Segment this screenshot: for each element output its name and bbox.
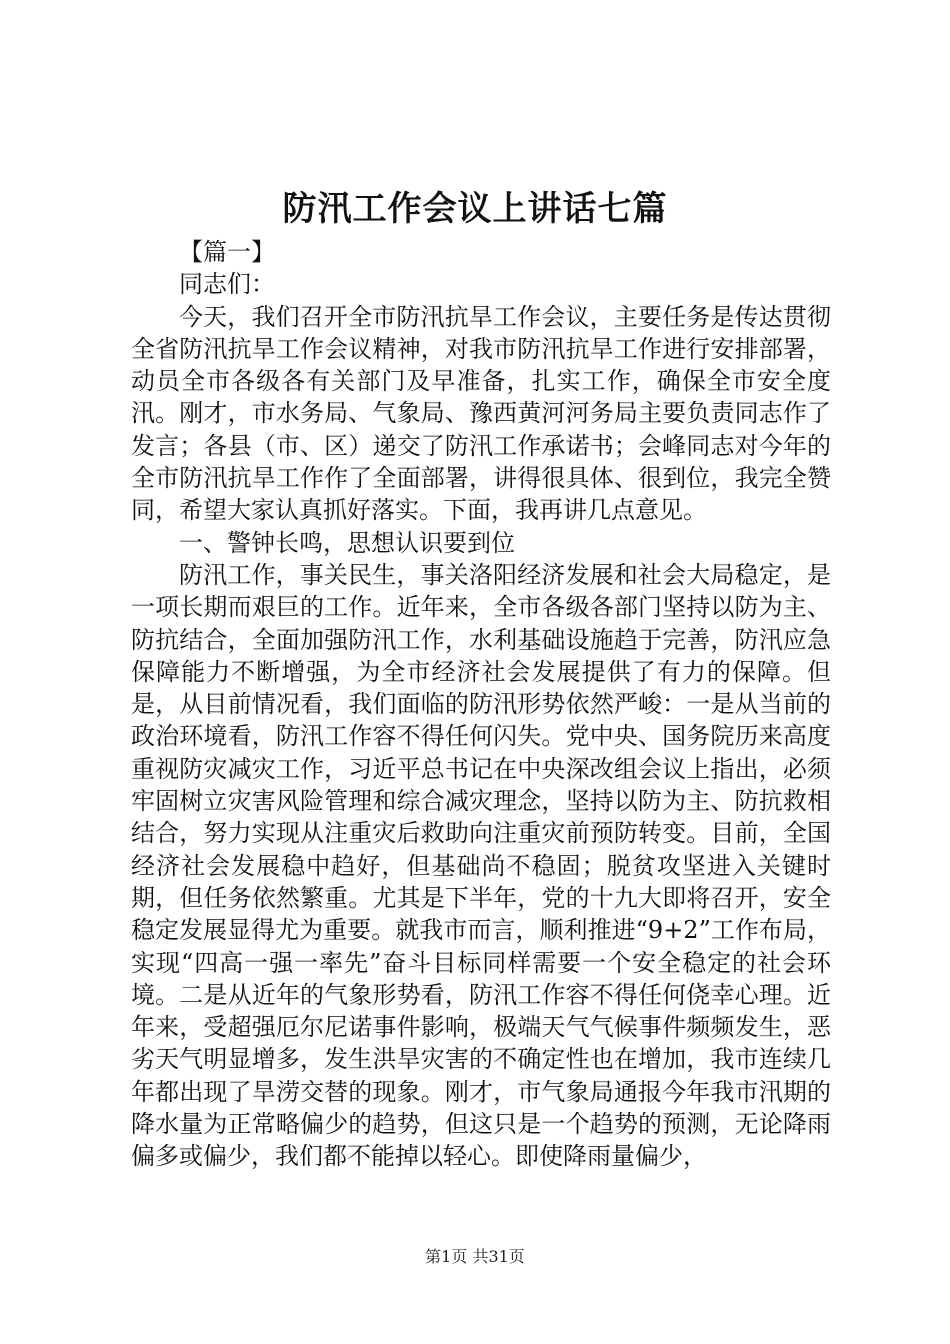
subsection-heading: 一、警钟长鸣，思想认识要到位 — [179, 528, 515, 557]
section-heading: 【篇一】 — [179, 238, 275, 266]
salutation: 同志们： — [179, 270, 275, 299]
document-body — [131, 236, 831, 1173]
body-paragraph: 今天，我们召开全市防汛抗旱工作会议，主要任务是传达贯彻全省防汛抗旱工作会议精神，对我市防汛抗旱工作进行安排部署，动员全市各级各有关部门及早准备，扎实工作，确保全市安全度汛。刚才，市水务局、气象局、豫西黄河河务局主要负责同志作了发言；各县（市、区）递交了防汛工作承诺书；会峰同志对今年的全市防汛抗旱工作作了全面部署，讲得很具体、很到位，我完全赞同，希望大家认真抓好落实。下面，我再讲几点意见。 — [131, 302, 831, 525]
document-title: 防汛工作会议上讲话七篇 — [282, 189, 668, 229]
page-footer: 第1页 共31页 — [425, 1247, 525, 1266]
body-paragraph: 防汛工作，事关民生，事关洛阳经济发展和社会大局稳定，是一项长期而艰巨的工作。近年来，全市各级各部门坚持以防为主、防抗结合，全面加强防汛工作，水利基础设施趋于完善，防汛应急保障能力不断增强，为全市经济社会发展提供了有力的保障。但是，从目前情况看，我们面临的防汛形势依然严峻：一是从当前的政治环境看，防汛工作容不得任何闪失。党中央、国务院历来高度重视防灾减灾工作，习近平总书记在中央深改组会议上指出，必须牢固树立灾害风险管理和综合减灾理念，坚持以防为主、防抗救相结合，努力实现从注重灾后救助向注重灾前预防转变。目前，全国经济社会发展稳中趋好，但基础尚不稳固；脱贫攻坚进入关键时期，但任务依然繁重。尤其是下半年，党的十九大即将召开，安全稳定发展显得尤为重要。就我市而言，顺利推进“9+2”工作布局，实现“四高一强一率先”奋斗目标同样需要一个安全稳定的社会环境。二是从近年的气象形势看，防汛工作容不得任何侥幸心理。近年来，受超强厄尔尼诺事件影响，极端天气气候事件频频发生，恶劣天气明显增多，发生洪旱灾害的不确定性也在增加，我市连续几年都出现了旱涝交替的现象。刚才，市气象局通报今年我市汛期的降水量为正常略偏少的趋势，但这只是一个趋势的预测，无论降雨偏多或偏少，我们都不能掉以轻心。即使降雨量偏少， — [131, 560, 831, 1171]
